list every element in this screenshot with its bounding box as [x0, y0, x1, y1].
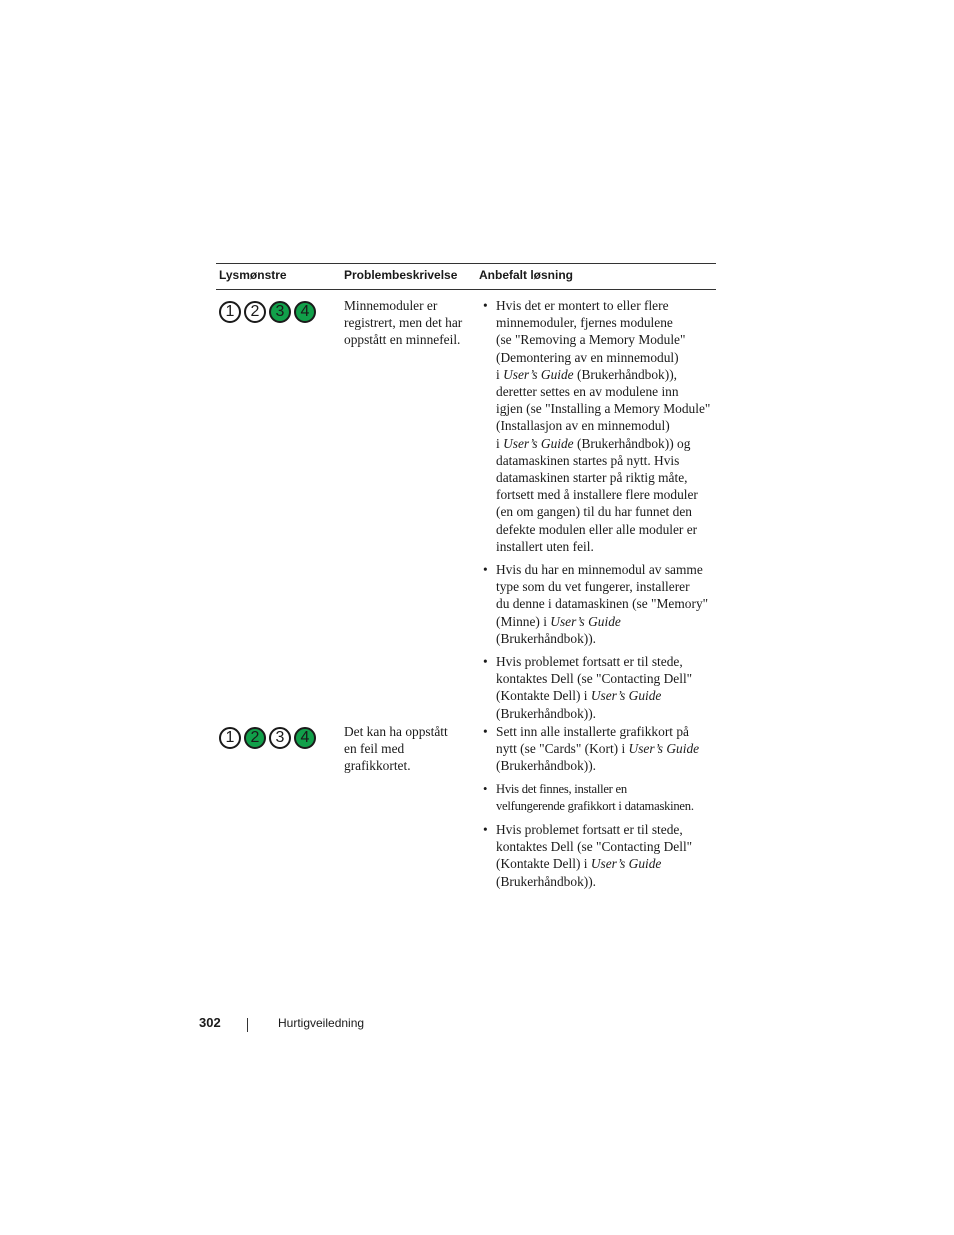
solution-line: (Brukerhåndbok)).: [496, 873, 597, 889]
solution-line: (Brukerhåndbok)).: [496, 705, 597, 721]
solution-line: (Demontering av en minnemodul): [496, 349, 679, 365]
diagnostic-light-3-on: 3: [269, 301, 291, 323]
description-line: registrert, men det har: [344, 315, 463, 331]
solution-line: (Kontakte Dell) i User’s Guide: [496, 688, 662, 704]
solution-line: installert uten feil.: [496, 538, 594, 554]
solution-line: datamaskinen startes på nytt. Hvis: [496, 452, 680, 468]
solution-item: [483, 781, 716, 815]
description-line: Minnemoduler er: [344, 298, 438, 313]
description-line: Det kan ha oppstått: [344, 724, 448, 739]
solution-line: du denne i datamaskinen (se "Memory": [496, 596, 709, 612]
troubleshooting-table: [216, 263, 716, 893]
solution-line: Hvis problemet fortsatt er til stede,: [496, 654, 683, 670]
solution-item: [483, 297, 716, 555]
solution-list: [483, 723, 716, 896]
diagnostic-light-2-on: 2: [244, 727, 266, 749]
solution-line: Hvis du har en minnemodul av samme: [496, 562, 703, 578]
table-row: [216, 723, 716, 893]
diagnostic-light-4-on: 4: [294, 301, 316, 323]
header-recommended-solution: Anbefalt løsning: [479, 268, 573, 282]
page-number: 302: [199, 1015, 221, 1030]
solution-line: Sett inn alle installerte grafikkort på: [496, 724, 689, 739]
solution-line: nytt (se "Cards" (Kort) i User’s Guide: [496, 741, 700, 757]
description-line: oppstått en minnefeil.: [344, 332, 461, 348]
problem-description: [344, 297, 476, 349]
diagnostic-light-1-off: 1: [219, 727, 241, 749]
led-pattern: [219, 301, 316, 323]
solution-line: type som du vet fungerer, installerer: [496, 579, 690, 595]
solution-line: (Minne) i User’s Guide: [496, 613, 621, 629]
solution-line: kontaktes Dell (se "Contacting Dell": [496, 671, 693, 687]
description-line: en feil med: [344, 741, 405, 757]
diagnostic-light-3-off: 3: [269, 727, 291, 749]
solution-line: kontaktes Dell (se "Contacting Dell": [496, 839, 693, 855]
solution-line: fortsett med å installere flere moduler: [496, 487, 698, 503]
solution-item: [483, 653, 716, 722]
description-line: grafikkortet.: [344, 758, 411, 774]
diagnostic-light-2-off: 2: [244, 301, 266, 323]
solution-line: (Kontakte Dell) i User’s Guide: [496, 856, 662, 872]
bullet-icon: •: [483, 822, 488, 838]
solution-line: Hvis det finnes, installer en: [496, 781, 627, 796]
solution-line: i User’s Guide (Brukerhåndbok)) og: [496, 435, 691, 451]
solution-line: (Installasjon av en minnemodul): [496, 418, 670, 434]
bullet-icon: •: [483, 654, 488, 670]
solution-line: datamaskinen starter på riktig måte,: [496, 470, 688, 486]
table-row: [216, 297, 716, 723]
bullet-icon: •: [483, 781, 488, 796]
bullet-icon: •: [483, 562, 488, 578]
solution-list: [483, 297, 716, 728]
table-header: [216, 263, 716, 290]
solution-line: minnemoduler, fjernes modulene: [496, 315, 673, 331]
solution-line: (se "Removing a Memory Module": [496, 332, 686, 348]
header-light-patterns: Lysmønstre: [219, 268, 287, 282]
problem-description: [344, 723, 476, 775]
solution-line: (en om gangen) til du har funnet den: [496, 504, 692, 520]
header-problem-description: Problembeskrivelse: [344, 268, 458, 282]
solution-line: Hvis det er montert to eller flere: [496, 298, 669, 313]
bullet-icon: •: [483, 724, 488, 739]
solution-line: Hvis problemet fortsatt er til stede,: [496, 822, 683, 838]
solution-line: defekte modulen eller alle moduler er: [496, 521, 698, 537]
solution-line: (Brukerhåndbok)).: [496, 630, 597, 646]
diagnostic-light-4-on: 4: [294, 727, 316, 749]
led-pattern: [219, 727, 316, 749]
solution-item: [483, 561, 716, 647]
solution-line: (Brukerhåndbok)).: [496, 758, 597, 774]
diagnostic-light-1-off: 1: [219, 301, 241, 323]
solution-line: velfungerende grafikkort i datamaskinen.: [496, 798, 694, 813]
solution-line: igjen (se "Installing a Memory Module": [496, 401, 711, 417]
solution-line: i User’s Guide (Brukerhåndbok)),: [496, 366, 678, 382]
footer-divider: [247, 1018, 248, 1032]
document-title: Hurtigveiledning: [278, 1016, 365, 1030]
solution-item: [483, 723, 716, 775]
solution-item: [483, 821, 716, 890]
solution-line: deretter settes en av modulene inn: [496, 384, 679, 400]
bullet-icon: •: [483, 298, 488, 313]
